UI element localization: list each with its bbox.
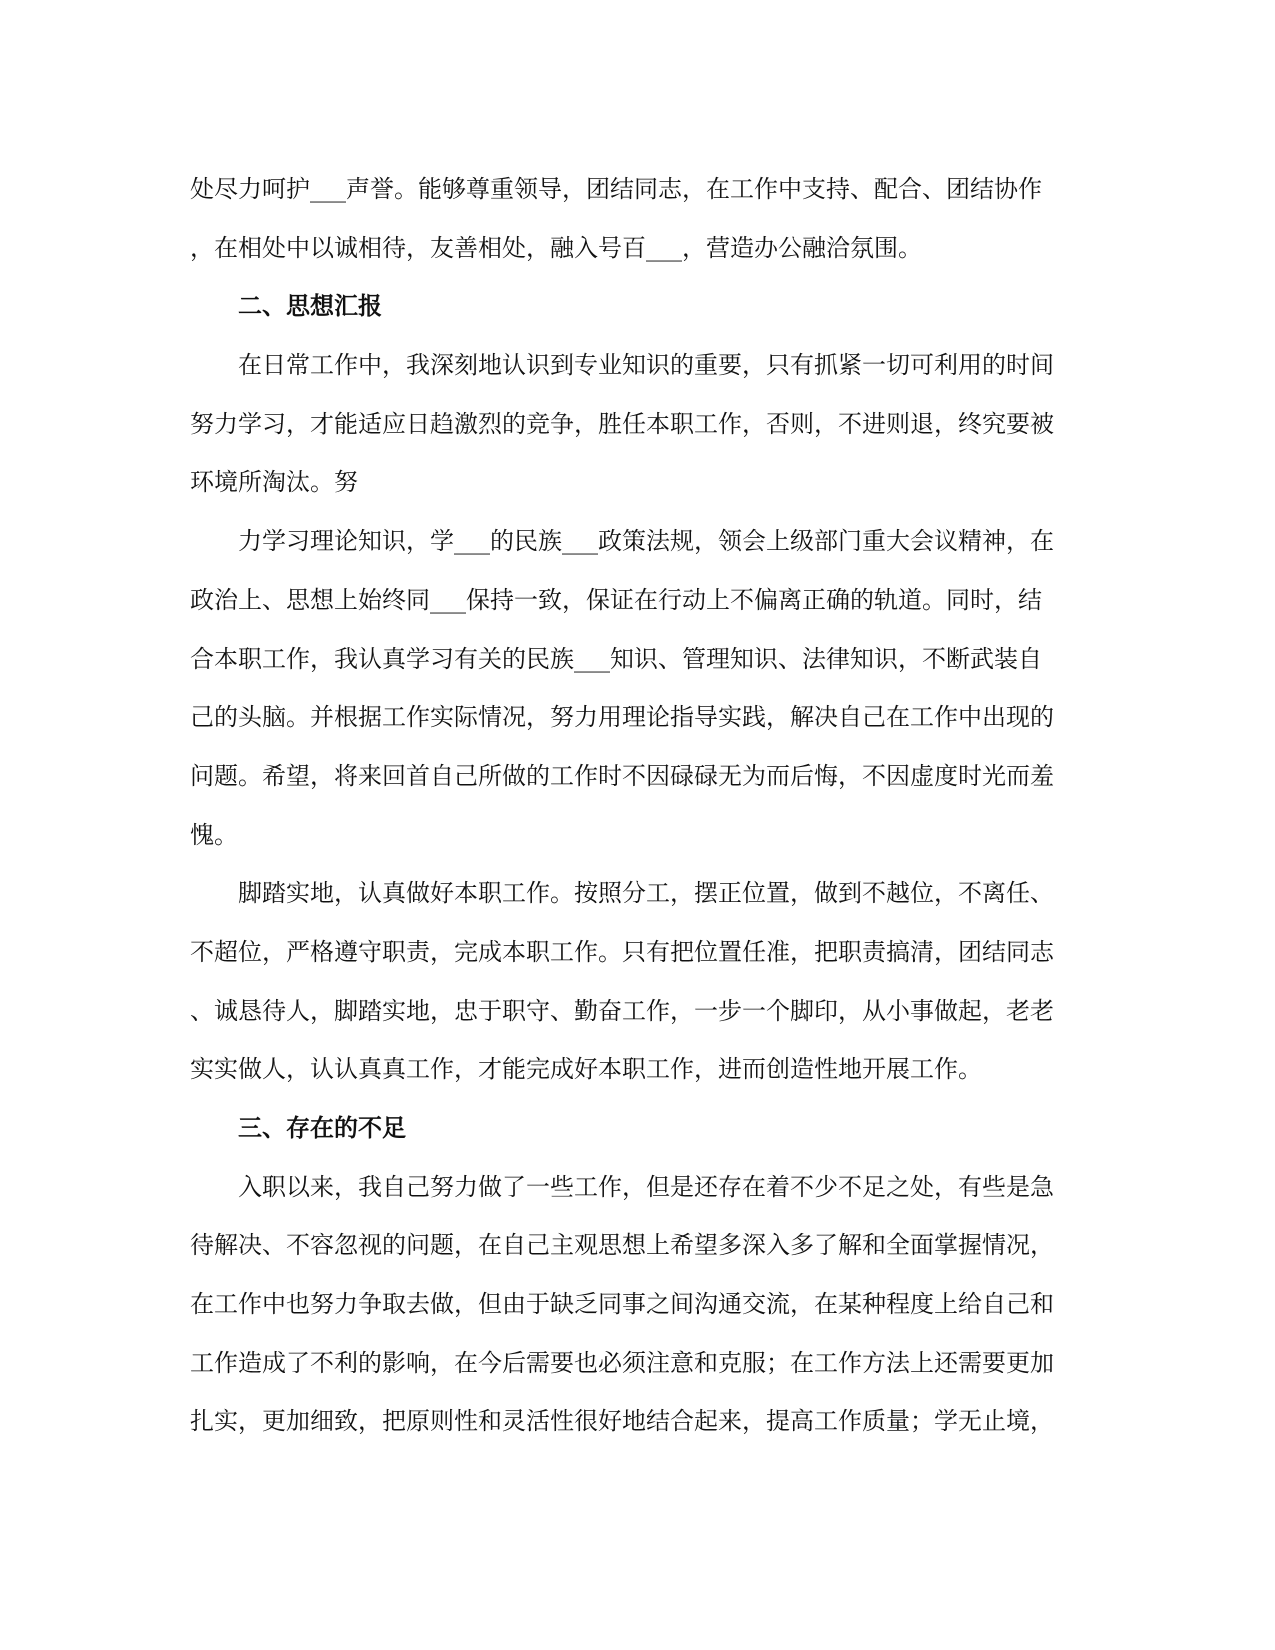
paragraph-line: 、诚恳待人，脚踏实地，忠于职守、勤奋工作，一步一个脚印，从小事做起，老老 [190,996,1054,1025]
section-heading-thought-report: 二、思想汇报 [238,292,382,321]
paragraph-line: 工作造成了不利的影响，在今后需要也必须注意和克服；在工作方法上还需要更加 [190,1348,1054,1377]
paragraph-line: 在日常工作中，我深刻地认识到专业知识的重要，只有抓紧一切可利用的时间 [238,351,1054,380]
paragraph-line: 问题。希望，将来回首自己所做的工作时不因碌碌无为而后悔，不因虚度时光而羞 [190,761,1054,790]
paragraph-line: 政治上、思想上始终同___保持一致，保证在行动上不偏离正确的轨道。同时，结 [190,585,1042,614]
document-body [190,160,1090,1451]
paragraph-line: 脚踏实地，认真做好本职工作。按照分工，摆正位置，做到不越位，不离任、 [238,879,1054,908]
paragraph-line: 扎实，更加细致，把原则性和灵活性很好地结合起来，提高工作质量；学无止境， [190,1407,1054,1436]
paragraph-line: 力学习理论知识，学___的民族___政策法规，领会上级部门重大会议精神，在 [238,527,1054,556]
paragraph-line: 处尽力呵护___声誉。能够尊重领导，团结同志，在工作中支持、配合、团结协作 [190,175,1042,203]
paragraph-line: 环境所淘汰。努 [190,468,358,497]
paragraph-line: 己的头脑。并根据工作实际情况，努力用理论指导实践，解决自己在工作中出现的 [190,703,1054,732]
paragraph-line: 入职以来，我自己努力做了一些工作，但是还存在着不少不足之处，有些是急 [238,1172,1054,1201]
paragraph-line: 合本职工作，我认真学习有关的民族___知识、管理知识、法律知识，不断武装自 [190,644,1042,673]
paragraph-line: 不超位，严格遵守职责，完成本职工作。只有把位置任准，把职责搞清，团结同志 [190,937,1054,966]
paragraph-line: 努力学习，才能适应日趋激烈的竞争，胜任本职工作，否则，不进则退，终究要被 [190,409,1054,438]
paragraph-line: 待解决、不容忽视的问题，在自己主观思想上希望多深入多了解和全面掌握情况， [190,1231,1054,1260]
paragraph-line: 在工作中也努力争取去做，但由于缺乏同事之间沟通交流，在某种程度上给自己和 [190,1290,1054,1319]
paragraph-line: 实实做人，认认真真工作，才能完成好本职工作，进而创造性地开展工作。 [190,1055,982,1084]
paragraph-line: 愧。 [190,820,238,849]
section-heading-shortcomings: 三、存在的不足 [238,1114,406,1142]
paragraph-line: ，在相处中以诚相待，友善相处，融入号百___，营造办公融洽氛围。 [190,233,922,262]
